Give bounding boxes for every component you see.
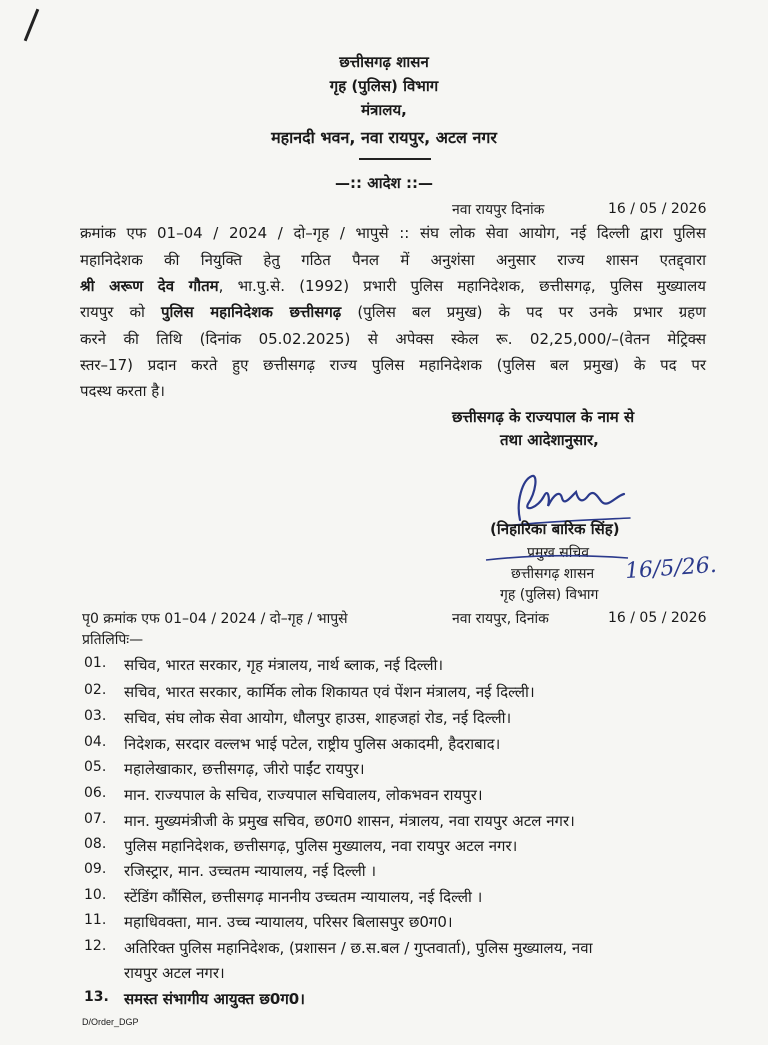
header-divider — [359, 158, 431, 160]
order-body-line: पदस्थ करता है। — [80, 382, 165, 400]
header-government: छत्तीसगढ़ शासन — [339, 53, 429, 71]
list-item-number: 08. — [84, 836, 107, 852]
signatory-office: छत्तीसगढ़ शासन — [511, 566, 595, 582]
order-body-line: क्रमांक एफ 01–04 / 2024 / दो–गृह / भापुसे :: संघ लोक सेवा आयोग, नई दिल्ली द्वारा पुलिस — [80, 224, 706, 242]
list-item-text: पुलिस महानिदेशक, छत्तीसगढ़, पुलिस मुख्यालय, नवा रायपुर अटल नगर। — [124, 837, 518, 855]
copy-label: प्रतिलिपिः— — [82, 632, 144, 648]
endorsement-ref: पृ0 क्रमांक एफ 01–04 / 2024 / दो–गृह / भापुसे — [82, 611, 348, 627]
pen-mark — [24, 9, 40, 42]
footer-file-code: D/Order_DGP — [82, 1017, 139, 1027]
list-item-text: महाधिवक्ता, मान. उच्च न्यायालय, परिसर बिलासपुर छ0ग0। — [124, 913, 453, 931]
order-place-date-label: नवा रायपुर दिनांक — [452, 202, 545, 218]
order-date: 16 / 05 / 2026 — [608, 201, 707, 217]
header-address: महानदी भवन, नवा रायपुर, अटल नगर — [271, 128, 497, 147]
signatory-department: गृह (पुलिस) विभाग — [500, 587, 599, 603]
signatory-designation: प्रमुख सचिव — [527, 545, 590, 561]
order-body-line: श्री अरूण देव गौतम, भा.पु.से. (1992) प्रभारी पुलिस महानिदेशक, छत्तीसगढ़, पुलिस मुख्यालय — [80, 277, 706, 295]
header-ministry: मंत्रालय, — [361, 101, 407, 119]
authority-line: छत्तीसगढ़ के राज्यपाल के नाम से — [452, 408, 635, 426]
list-item-number: 02. — [84, 682, 107, 698]
list-item-text: सचिव, भारत सरकार, कार्मिक लोक शिकायत एवं पेंशन मंत्रालय, नई दिल्ली। — [124, 683, 535, 701]
list-item-number: 13. — [84, 989, 109, 1005]
list-item-number: 07. — [84, 811, 107, 827]
list-item-text: रायपुर अटल नगर। — [124, 964, 225, 982]
list-item-number: 04. — [84, 734, 107, 750]
list-item-text: निदेशक, सरदार वल्लभ भाई पटेल, राष्ट्रीय पुलिस अकादमी, हैदराबाद। — [124, 735, 501, 753]
list-item-text: समस्त संभागीय आयुक्त छ0ग0। — [124, 990, 305, 1008]
list-item-text: रजिस्ट्रार, मान. उच्चतम न्यायालय, नई दिल्ली । — [124, 862, 377, 880]
list-item-number: 12. — [84, 938, 107, 954]
endorsement-date: 16 / 05 / 2026 — [608, 610, 707, 626]
endorsement-place-date: नवा रायपुर, दिनांक — [452, 611, 549, 627]
list-item-number: 01. — [84, 655, 107, 671]
authority-line: तथा आदेशानुसार, — [500, 431, 599, 449]
list-item-number: 06. — [84, 785, 107, 801]
list-item-text: स्टेंडिंग कौंसिल, छत्तीसगढ़ माननीय उच्चतम न्यायालय, नई दिल्ली । — [124, 888, 483, 906]
list-item-text: सचिव, भारत सरकार, गृह मंत्रालय, नार्थ ब्लाक, नई दिल्ली। — [124, 656, 444, 674]
header-department: गृह (पुलिस) विभाग — [329, 77, 439, 95]
signatory-name: (निहारिका बारिक सिंह) — [490, 520, 620, 538]
list-item-text: अतिरिक्त पुलिस महानिदेशक, (प्रशासन / छ.स.बल / गुप्तवार्ता), पुलिस मुख्यालय, नवा — [124, 939, 593, 957]
list-item-text: मान. मुख्यमंत्रीजी के प्रमुख सचिव, छ0ग0 शासन, मंत्रालय, नवा रायपुर अटल नगर। — [124, 812, 575, 830]
list-item-number: 03. — [84, 708, 107, 724]
order-body-line: महानिदेशक की नियुक्ति हेतु गठित पैनल में अनुशंसा अनुसार राज्य शासन एतद्द्वारा — [80, 251, 706, 269]
list-item-text: सचिव, संघ लोक सेवा आयोग, धौलपुर हाउस, शाहजहां रोड, नई दिल्ली। — [124, 709, 512, 727]
order-body-line: रायपुर को पुलिस महानिदेशक छत्तीसगढ़ (पुलिस बल प्रमुख) के पद पर उनके प्रभार ग्रहण — [80, 303, 706, 321]
list-item-number: 11. — [84, 912, 107, 928]
handwritten-date: 16/5/26. — [624, 552, 718, 585]
order-body-line: स्तर–17) प्रदान करते हुए छत्तीसगढ़ राज्य पुलिस महानिदेशक (पुलिस बल प्रमुख) के पद पर — [80, 356, 706, 374]
list-item-number: 10. — [84, 887, 107, 903]
list-item-number: 05. — [84, 759, 107, 775]
list-item-text: मान. राज्यपाल के सचिव, राज्यपाल सचिवालय, लोकभवन रायपुर। — [124, 786, 483, 804]
order-body-line: करने की तिथि (दिनांक 05.02.2025) से अपेक्स स्केल रू. 02,25,000/–(वेतन मेट्रिक्स — [80, 330, 706, 348]
list-item-text: महालेखाकार, छत्तीसगढ़, जीरो पाईंट रायपुर। — [124, 760, 365, 778]
order-title: —:: आदेश ::— — [335, 174, 433, 192]
list-item-number: 09. — [84, 861, 107, 877]
